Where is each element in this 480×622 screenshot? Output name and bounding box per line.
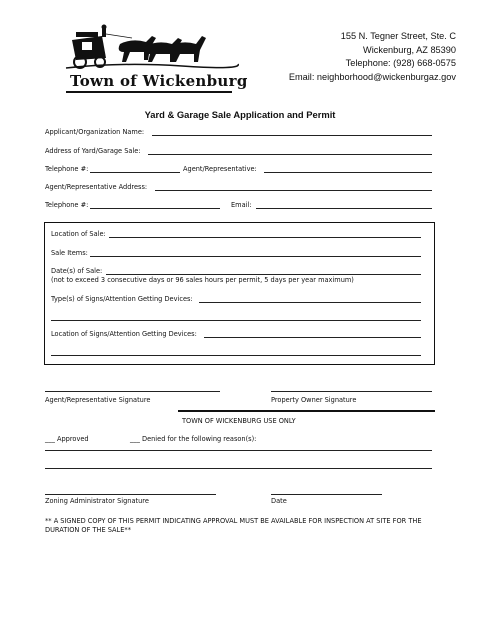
zoning-signature-label: Zoning Administrator Signature	[45, 497, 149, 505]
date-line[interactable]	[271, 494, 382, 495]
signs-location-field[interactable]	[204, 337, 421, 338]
applicant-field[interactable]	[152, 135, 432, 136]
sale-address-field[interactable]	[148, 154, 432, 155]
address-line-1: 155 N. Tegner Street, Ste. C	[340, 31, 456, 41]
logo-wordmark: Town of Wickenburg	[70, 72, 248, 90]
notice-line-2: DURATION OF THE SALE**	[45, 526, 131, 534]
signs-label: Type(s) of Signs/Attention Getting Devices:	[51, 295, 193, 303]
dates-field[interactable]	[106, 274, 421, 275]
telephone-field[interactable]	[90, 172, 180, 173]
applicant-label: Applicant/Organization Name:	[45, 128, 145, 136]
address-line-2: Wickenburg, AZ 85390	[363, 44, 456, 55]
dates-label: Date(s) of Sale:	[51, 267, 103, 275]
reason-line-1[interactable]	[45, 450, 432, 451]
logo-underline	[66, 91, 232, 93]
signs-field-2[interactable]	[51, 320, 421, 321]
form-title: Yard & Garage Sale Application and Permit	[144, 109, 336, 120]
signs-location-field-2[interactable]	[51, 355, 421, 356]
sale-details-box	[44, 222, 435, 365]
owner-signature-line[interactable]	[271, 391, 432, 392]
zoning-signature-line[interactable]	[45, 494, 216, 495]
signs-field[interactable]	[199, 302, 421, 303]
date-label: Date	[271, 497, 287, 505]
items-field[interactable]	[90, 256, 421, 257]
location-label: Location of Sale:	[51, 230, 106, 238]
email-field[interactable]	[256, 208, 432, 209]
agent-signature-line[interactable]	[45, 391, 220, 392]
signs-location-label: Location of Signs/Attention Getting Devices:	[51, 330, 197, 338]
denied-option[interactable]: ___ Denied for the following reason(s):	[130, 435, 257, 443]
telephone2-field[interactable]	[90, 208, 220, 209]
location-field[interactable]	[109, 237, 421, 238]
dates-note: (not to exceed 3 consecutive days or 96 sales hours per permit, 5 days per year maximum)	[51, 276, 354, 284]
email-label: Email:	[231, 201, 252, 209]
agent-signature-label: Agent/Representative Signature	[45, 396, 151, 404]
agent-address-field[interactable]	[155, 190, 432, 191]
email-line: Email: neighborhood@wickenburgaz.gov	[288, 71, 456, 82]
agent-address-label: Agent/Representative Address:	[45, 183, 148, 191]
items-label: Sale Items:	[51, 249, 88, 257]
sale-address-label: Address of Yard/Garage Sale:	[45, 147, 141, 155]
telephone-label: Telephone #:	[45, 165, 89, 173]
telephone-line: Telephone: (928) 668-0575	[345, 58, 456, 68]
agent-field[interactable]	[264, 172, 432, 173]
office-divider	[178, 410, 435, 412]
approved-option[interactable]: ___ Approved	[45, 435, 89, 443]
agent-label: Agent/Representative:	[183, 165, 257, 173]
notice-line-1: ** A SIGNED COPY OF THIS PERMIT INDICATING APPROVAL MUST BE AVAILABLE FOR INSPECTION AT SITE FOR THE	[45, 517, 422, 525]
owner-signature-label: Property Owner Signature	[271, 396, 357, 404]
reason-line-2[interactable]	[45, 468, 432, 469]
telephone2-label: Telephone #:	[45, 201, 89, 209]
office-heading: TOWN OF WICKENBURG USE ONLY	[182, 417, 296, 425]
